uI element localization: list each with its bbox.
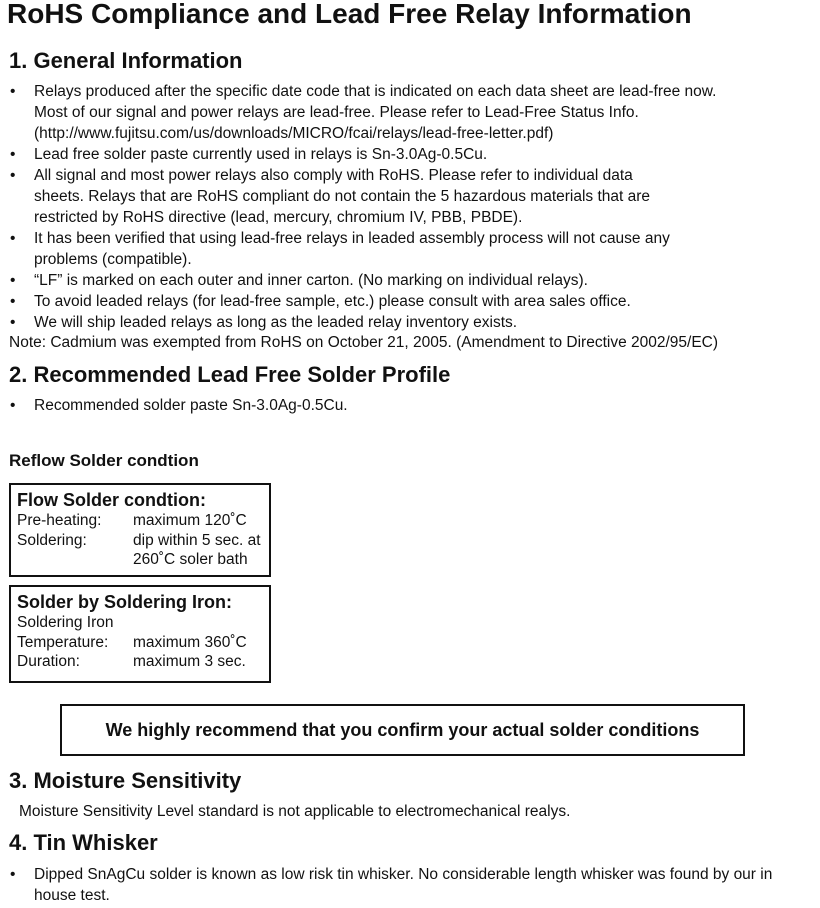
value: dip within 5 sec. at 260˚C soler bath (133, 531, 261, 568)
label: Soldering: (17, 531, 87, 549)
moisture-text: Moisture Sensitivity Level standard is not applicable to electromechanical realys. (19, 803, 571, 820)
soldering-iron-line: Soldering Iron (17, 614, 114, 631)
cadmium-note: Note: Cadmium was exempted from RoHS on October 21, 2005. (Amendment to Directive 2002/95/EC) (9, 334, 719, 351)
list-item: • Recommended solder paste Sn-3.0Ag-0.5Cu. (10, 397, 348, 414)
section-heading-tin-whisker: 4. Tin Whisker (9, 830, 158, 855)
flow-solder-box (9, 483, 271, 577)
tin-whisker-list (0, 864, 800, 906)
soldering-iron-box (9, 585, 271, 683)
list-item: • We will ship leaded relays as long as the leaded relay inventory exists. (10, 314, 518, 331)
list-item: • To avoid leaded relays (for lead-free sample, etc.) please consult with area sales office. (10, 293, 631, 310)
list-item: • Lead free solder paste currently used in relays is Sn-3.0Ag-0.5Cu. (10, 146, 488, 163)
section-heading-moisture: 3. Moisture Sensitivity (9, 768, 242, 793)
label: Pre-heating: (17, 512, 102, 529)
value: maximum 120˚C (133, 512, 247, 529)
list-item: • It has been verified that using lead-free relays in leaded assembly process will not cause any problems (compatible). (10, 230, 670, 268)
label: Temperature: (17, 633, 109, 651)
section-heading-general: 1. General Information (9, 48, 243, 73)
value: maximum 3 sec. (133, 653, 246, 670)
flow-solder-title: Flow Solder condtion: (17, 490, 206, 510)
section-heading-solder-profile: 2. Recommended Lead Free Solder Profile (9, 362, 451, 387)
recommendation-banner (60, 704, 745, 756)
general-list (0, 81, 720, 333)
solder-list (0, 395, 810, 416)
list-item: • Dipped SnAgCu solder is known as low risk tin whisker. No considerable length whisker was found by our in house test. (10, 866, 773, 904)
value: maximum 360˚C (133, 633, 247, 651)
page-title: RoHS Compliance and Lead Free Relay Information (7, 0, 692, 29)
list-item: • Relays produced after the specific date code that is indicated on each data sheet are lead-free now. Most of our signal and power relays are lead-free. Please refer to Lead-Free Status Info. (http://www.fujitsu.com/us/downloads/MICRO/fcai/relays/lead-free-letter.pdf) (10, 83, 717, 142)
list-item: • All signal and most power relays also comply with RoHS. Please refer to individual data sheets. Relays that are RoHS compliant do not contain the 5 hazardous materials that are restricted by RoHS directive (lead, mercury, chromium IV, PBB, PBDE). (10, 167, 651, 226)
soldering-iron-title: Solder by Soldering Iron: (17, 592, 233, 612)
list-item: • “LF” is marked on each outer and inner carton. (No marking on individual relays). (10, 272, 588, 289)
reflow-subheading: Reflow Solder condtion (9, 451, 199, 470)
banner-text: We highly recommend that you confirm your actual solder conditions (105, 719, 700, 740)
label: Duration: (17, 653, 80, 670)
